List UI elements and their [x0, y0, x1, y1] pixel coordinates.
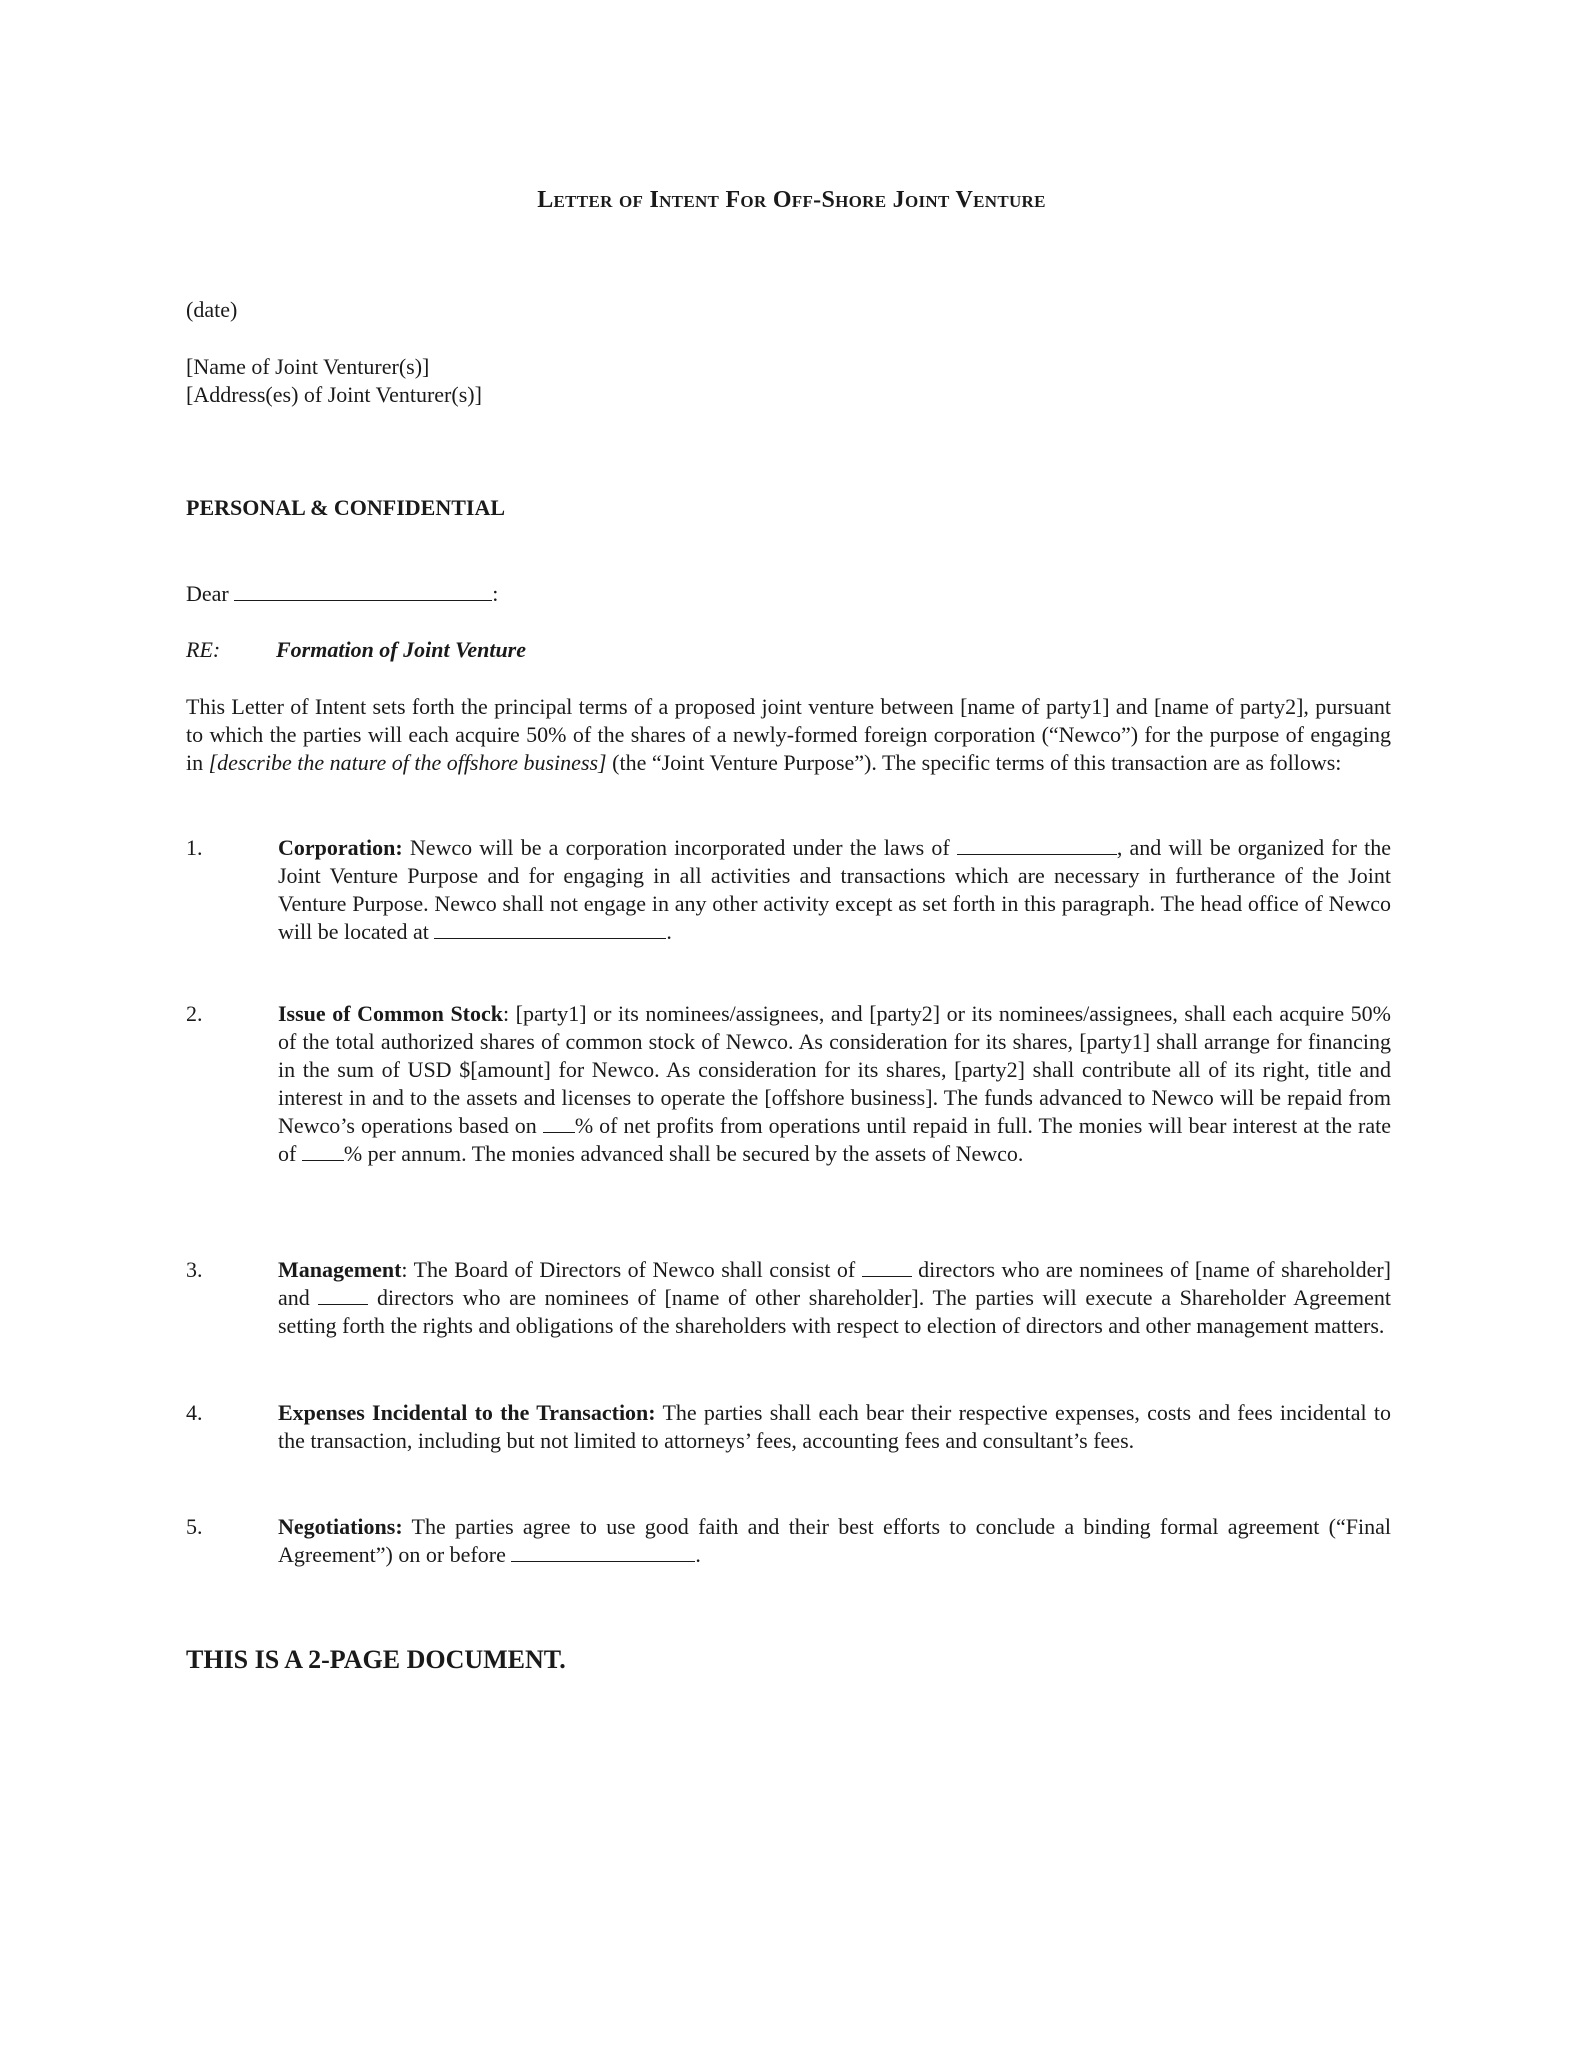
intro-italic: [describe the nature of the offshore business]	[208, 750, 607, 775]
item-text: Newco will be a corporation incorporated under the laws of	[402, 835, 957, 860]
re-label: RE:	[186, 637, 221, 662]
item-text: : The Board of Directors of Newco shall consist of	[401, 1257, 862, 1282]
item-number-2: 2.	[186, 1001, 203, 1026]
item-text: The parties agree to use good faith and their best efforts to conclude a binding formal agreement (“Final Agreement”) on or before	[278, 1514, 1391, 1567]
intro-paragraph	[186, 693, 1391, 777]
item-corporation	[278, 834, 1391, 946]
item-text: : [party1] or its nominees/assignees, and [party2] or its nominees/assignees, shall each acquire 50% of the total authorized shares of common stock of Newco. As consideration for its shares, [party1] shall arrange for financing in the sum of USD $[amount] for Newco. As consideration for its shares, [party2] shall contribute all of its right, title and interest in and to the assets and licenses to operate the [offshore business]. The funds advanced to Newco will be repaid from Newco’s operations based on	[278, 1001, 1391, 1138]
item-text: % per annum. The monies advanced shall be secured by the assets of Newco.	[343, 1141, 1024, 1166]
item-text: .	[695, 1542, 701, 1567]
item-management	[278, 1256, 1391, 1340]
directors-count-blank-2	[318, 1284, 368, 1305]
salutation-suffix: :	[492, 581, 499, 606]
item-text: directors who are nominees of [name of other shareholder]. The parties will execute a Shareholder Agreement setting forth the rights and obligations of the shareholders with respect to election of directors and other management matters.	[278, 1285, 1392, 1338]
addressee-address: [Address(es) of Joint Venturer(s)]	[186, 382, 482, 407]
salutation-line	[186, 580, 498, 608]
item-text: The parties shall each bear their respective expenses, costs and fees incidental to the transaction, including but not limited to attorneys’ fees, accounting fees and consultant’s fees.	[278, 1400, 1391, 1453]
confidential-label: PERSONAL & CONFIDENTIAL	[186, 495, 506, 520]
item-negotiations	[278, 1513, 1391, 1569]
jurisdiction-blank	[957, 834, 1117, 855]
item-text: .	[666, 919, 672, 944]
addressee-name: [Name of Joint Venturer(s)]	[186, 354, 430, 379]
item-heading: Corporation:	[278, 835, 403, 860]
interest-rate-blank	[302, 1140, 344, 1161]
re-subject: Formation of Joint Venture	[276, 637, 527, 662]
document-title: Letter of Intent For Off-Shore Joint Venture	[537, 187, 1046, 213]
date-placeholder: (date)	[186, 297, 238, 322]
intro-text-1: This Letter of Intent sets forth the principal terms of a proposed joint venture between [name of party1] and [name of party2], pursuant to which the parties will each acquire 50% of the shares of a newly-formed foreign corporation (“Newco”) for the purpose of engaging in	[186, 694, 1391, 775]
recipient-blank	[234, 580, 492, 601]
item-heading: Issue of Common Stock	[278, 1001, 504, 1026]
item-common-stock	[278, 1000, 1391, 1168]
item-number-4: 4.	[186, 1400, 203, 1425]
salutation: Dear	[186, 581, 229, 606]
page-count-note: THIS IS A 2-PAGE DOCUMENT.	[186, 1645, 566, 1674]
item-heading: Expenses Incidental to the Transaction:	[278, 1400, 656, 1425]
item-heading: Management	[278, 1257, 402, 1282]
final-agreement-date-blank	[511, 1541, 695, 1562]
head-office-blank	[434, 918, 666, 939]
intro-text-2: (the “Joint Venture Purpose”). The specific terms of this transaction are as follows:	[606, 750, 1342, 775]
item-heading: Negotiations:	[278, 1514, 403, 1539]
item-number-1: 1.	[186, 835, 203, 860]
item-number-5: 5.	[186, 1514, 203, 1539]
item-number-3: 3.	[186, 1257, 203, 1282]
item-text: directors who are nominees of [name of shareholder] and	[278, 1257, 1392, 1310]
item-text: % of net profits from operations until repaid in full. The monies will bear interest at the rate of	[278, 1113, 1391, 1166]
re-line	[186, 636, 526, 664]
item-expenses	[278, 1399, 1391, 1455]
directors-count-blank-1	[862, 1256, 912, 1277]
item-text: , and will be organized for the Joint Venture Purpose and for engaging in all activities and transactions which are necessary in furtherance of the Joint Venture Purpose. Newco shall not engage in any other activity except as set forth in this paragraph. The head office of Newco will be located at	[278, 835, 1391, 944]
profit-percent-blank	[543, 1112, 575, 1133]
